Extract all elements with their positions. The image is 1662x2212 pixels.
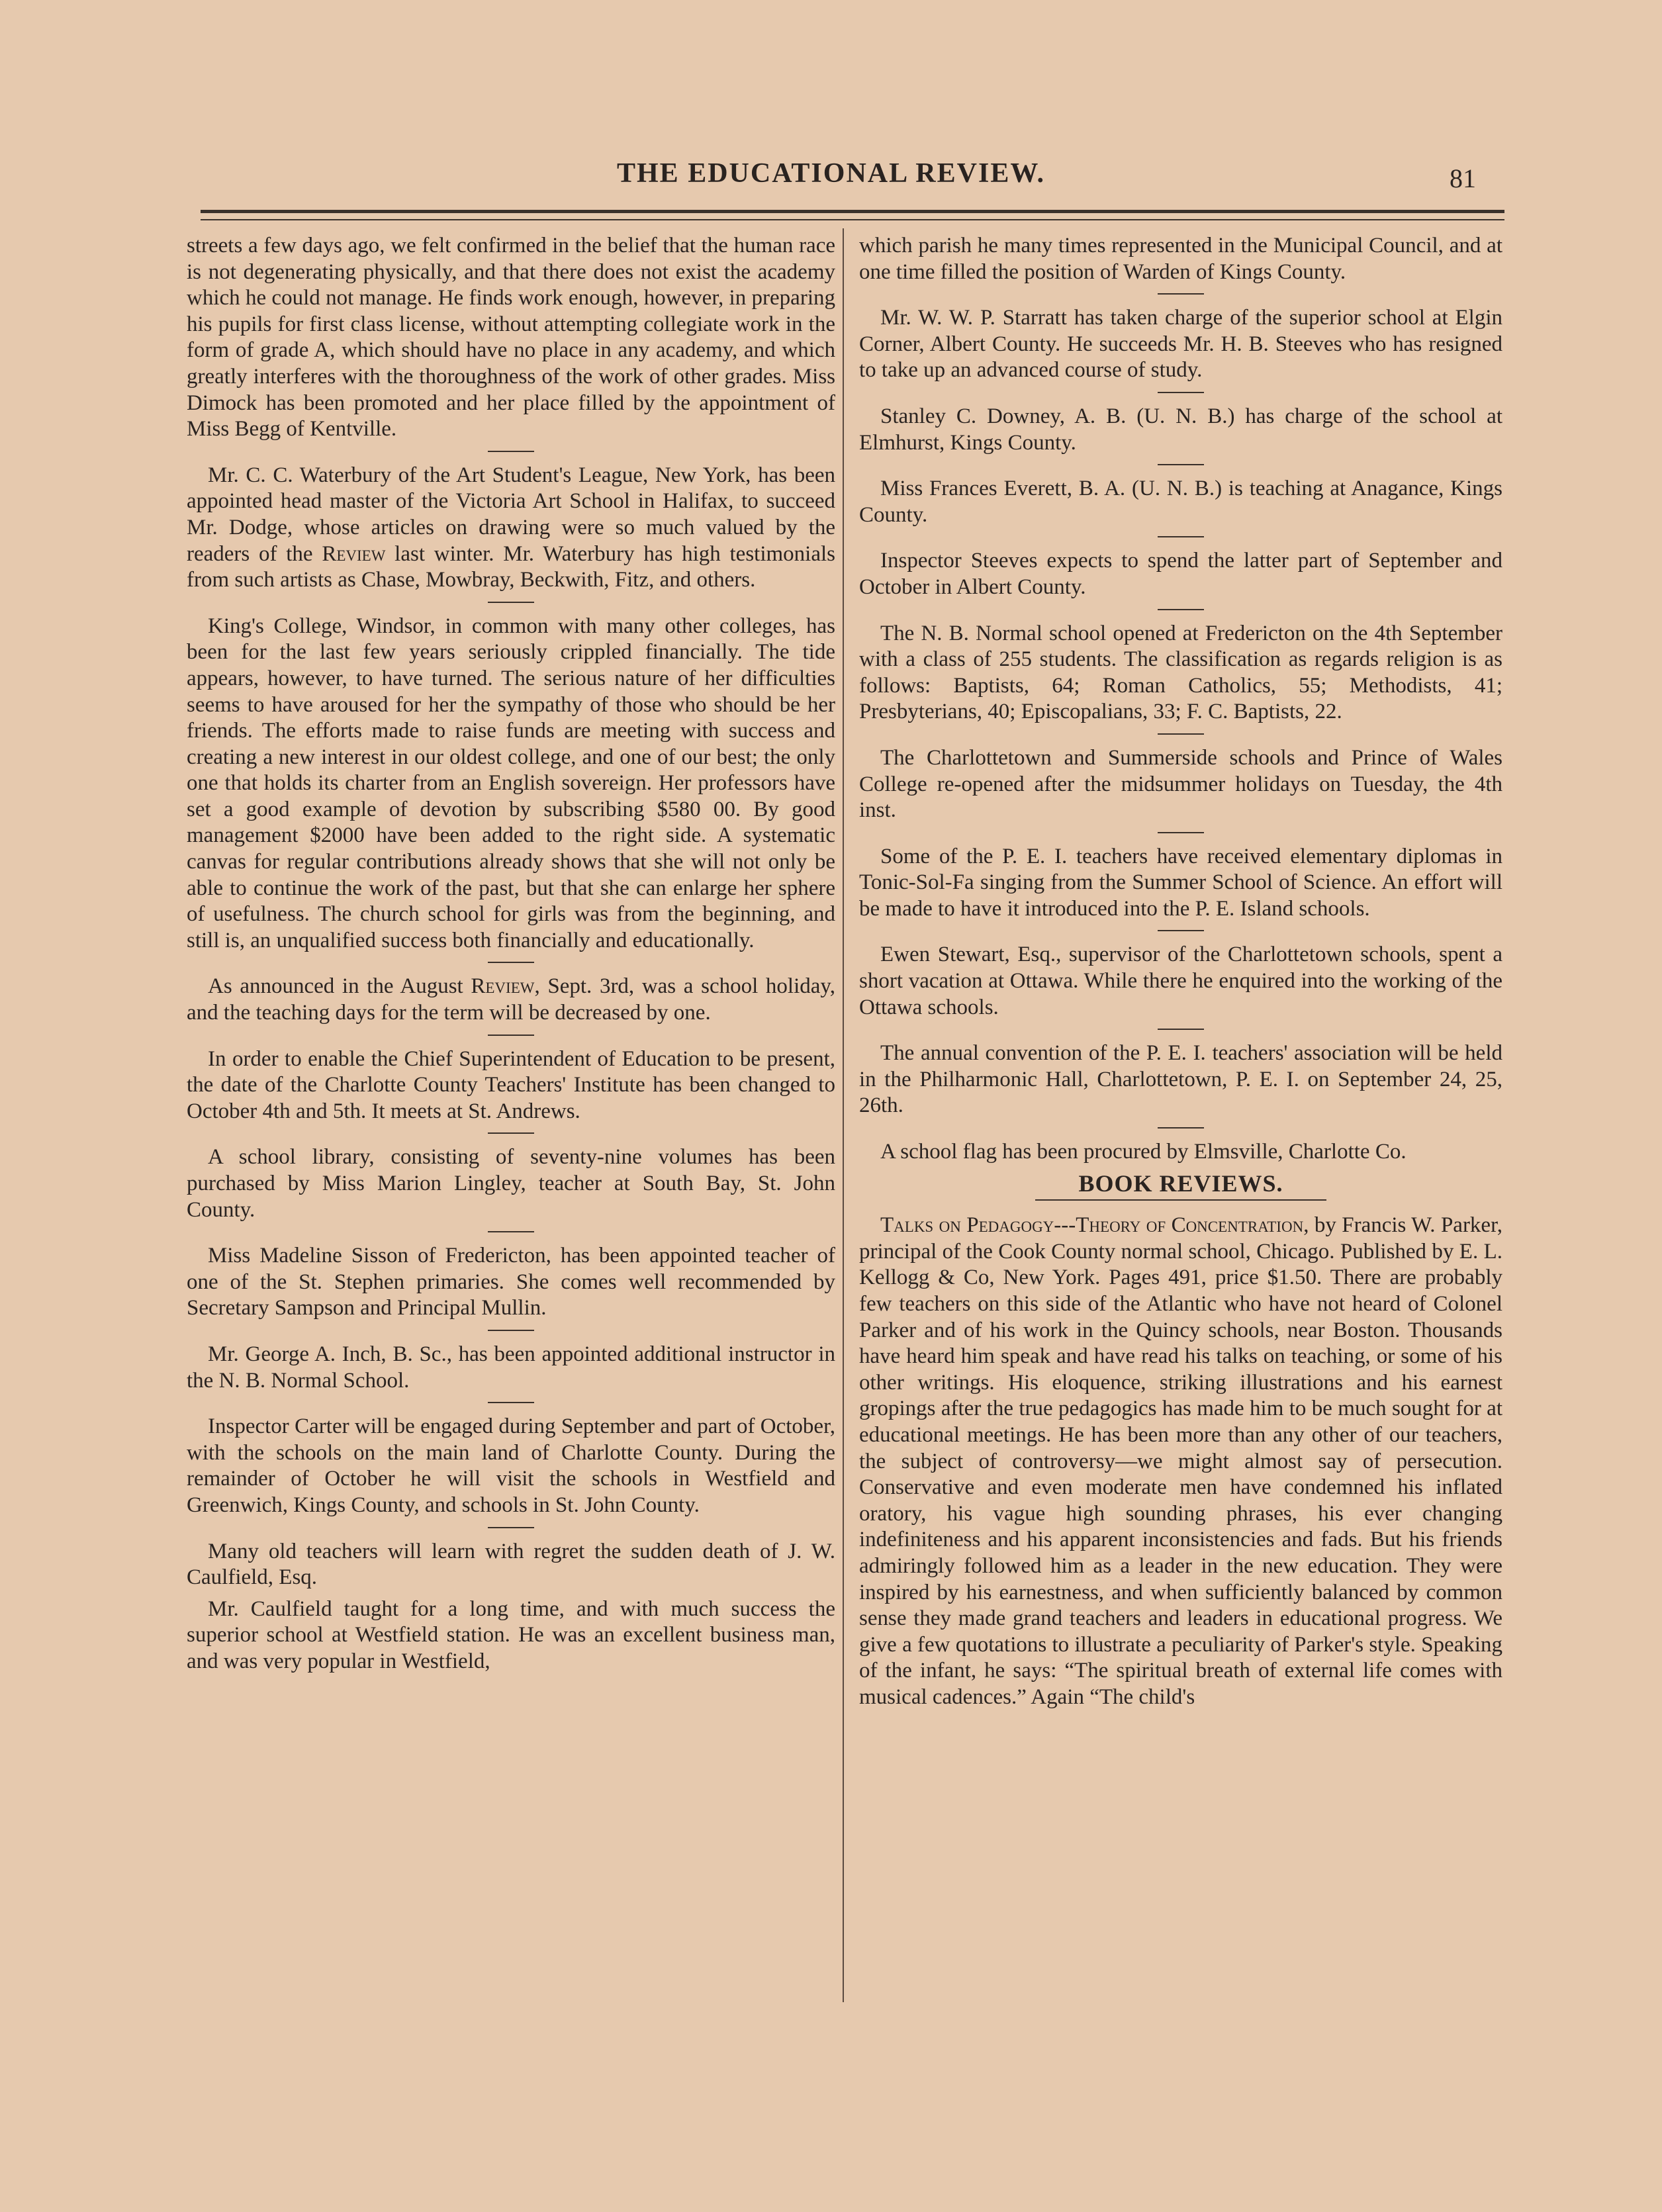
text-span: Mr. C. C. Waterbury of the Art Student's League, New York, has been appointed head master of the Victoria Art School in Halifax, to succeed Mr. Dodge, whose articles on drawing were so much valued by the readers of the	[187, 463, 835, 566]
heading-rule	[1035, 1199, 1326, 1201]
paragraph: Mr. George A. Inch, B. Sc., has been appointed additional instructor in the N. B. Normal School.	[187, 1342, 835, 1393]
separator	[488, 1132, 534, 1134]
review-title: Talks on Pedagogy---Theory of Concentration	[880, 1213, 1304, 1238]
header-rule-thick	[201, 210, 1504, 213]
paragraph: streets a few days ago, we felt confirmed in the belief that the human race is not degenerating physically, and that there does not exist the academy which he could not manage. He finds work enough, however, in preparing his pupils for first class license, without attempting collegiate work in the form of grade A, which should have no place in any academy, and which greatly interferes with the thoroughness of the work of other grades. Miss Dimock has been promoted and her place filled by the appointment of Miss Begg of Kentville.	[187, 234, 835, 441]
paragraph: Miss Madeline Sisson of Fredericton, has been appointed teacher of one of the St. Stephen primaries. She comes well recommended by Secretary Sampson and Principal Mullin.	[187, 1244, 835, 1320]
paragraph: Mr. W. W. P. Starratt has taken charge of the superior school at Elgin Corner, Albert County. He succeeds Mr. H. B. Steeves who has resigned to take up an advanced course of study.	[859, 306, 1502, 383]
separator	[488, 451, 534, 452]
header-rule-thin	[201, 219, 1504, 220]
page-number: 81	[1450, 163, 1476, 193]
paragraph: Inspector Steeves expects to spend the latter part of September and October in Albert County.	[859, 549, 1502, 599]
column-divider	[843, 228, 844, 2002]
separator	[1158, 1127, 1204, 1129]
paragraph: King's College, Windsor, in common with many other colleges, has been for the last few years seriously crippled financially. The tide appears, however, to have turned. The serious nature of her difficulties seems to have aroused for her the sympathy of those who should be her friends. The efforts made to raise funds are meeting with success and creating a new interest in our oldest college, and one of our best; the only one that holds its charter from an English sovereign. Her professors have set a good example of devotion by subscribing $580 00. By good management $2000 have been added to the right side. A systematic canvas for regular contributions already shows that she will not only be able to continue the work of the past, but that she can enlarge her sphere of usefulness. The church school for girls was from the beginning, and still is, an unqualified success both financially and educationally.	[187, 614, 835, 952]
paragraph: Many old teachers will learn with regret the sudden death of J. W. Caulfield, Esq.	[187, 1539, 835, 1590]
paragraph: A school library, consisting of seventy-nine volumes has been purchased by Miss Marion Lingley, teacher at South Bay, St. John County.	[187, 1145, 835, 1222]
paragraph	[187, 974, 835, 1026]
separator	[1158, 733, 1204, 735]
separator	[488, 1402, 534, 1403]
review-text: , by Francis W. Parker, principal of the Cook County normal school, Chicago. Published by E. L. Kellogg & Co, New York. Pages 491, price $1.50. There are probably few teachers on this side of the Atlantic who have not heard of Colonel Parker and of his work in the Quincy schools, near Boston. Thousands have heard him speak and have read his talks on teaching, or some of his other writings. His eloquence, striking illustrations and his earnest gropings after the true pedagogics has made him to be much sought for at educational meetings. He has been more than any other of our teachers, the subject of controversy—we might almost say of persecution. Conservative and even moderate men have condemned his inflated oratory, his vague high sounding phrases, his ever changing indefiniteness and his apparent inconsistencies and fads. But his friends admiringly followed him as a leader in the new education. They were inspired by his earnestness, and when sufficiently balanced by common sense they made grand teachers and leaders in educational progress. We give a few quotations to illustrate a peculiarity of Parker's style. Speaking of the infant, he says: “The spiritual breath of external life comes with musical cadences.” Again “The child's	[859, 1213, 1502, 1709]
separator	[1158, 609, 1204, 610]
paragraph: Miss Frances Everett, B. A. (U. N. B.) is teaching at Anagance, Kings County.	[859, 477, 1502, 527]
separator	[488, 1231, 534, 1232]
separator	[488, 1035, 534, 1036]
book-review-paragraph	[859, 1213, 1502, 1710]
text-span: As announced in the August	[208, 974, 471, 999]
paragraph: The annual convention of the P. E. I. teachers' association will be held in the Philharmonic Hall, Charlottetown, P. E. I. on September 24, 25, 26th.	[859, 1041, 1502, 1118]
review-name: Review	[471, 974, 535, 999]
separator	[1158, 293, 1204, 295]
paragraph	[187, 463, 835, 594]
paragraph: Some of the P. E. I. teachers have received elementary diplomas in Tonic-Sol-Fa singing from the Summer School of Science. An effort will be made to have it introduced into the P. E. Island schools.	[859, 844, 1502, 921]
review-name: Review	[322, 541, 386, 566]
book-reviews-heading: BOOK REVIEWS.	[1078, 1170, 1283, 1197]
right-column	[859, 233, 1502, 1716]
text-span: last winter. Mr. Waterbury has high testimonials from such artists as Chase, Mowbray, Beckwith, Fitz, and others.	[187, 541, 835, 592]
page-title: THE EDUCATIONAL REVIEW.	[617, 158, 1045, 189]
separator	[488, 1527, 534, 1528]
separator	[1158, 392, 1204, 393]
paragraph: which parish he many times represented in the Municipal Council, and at one time filled the position of Warden of Kings County.	[859, 234, 1502, 284]
paragraph: The N. B. Normal school opened at Fredericton on the 4th September with a class of 255 students. The classification as regards religion is as follows: Baptists, 64; Roman Catholics, 55; Methodists, 41; Presbyterians, 40; Episcopalians, 33; F. C. Baptists, 22.	[859, 621, 1502, 724]
paragraph: In order to enable the Chief Superintendent of Education to be present, the date of the Charlotte County Teachers' Institute has been changed to October 4th and 5th. It meets at St. Andrews.	[187, 1046, 835, 1123]
paragraph: Inspector Carter will be engaged during September and part of October, with the schools on the main land of Charlotte County. During the remainder of October he will visit the schools in Westfield and Greenwich, Kings County, and schools in St. John County.	[187, 1414, 835, 1517]
separator	[1158, 536, 1204, 537]
separator	[1158, 1029, 1204, 1030]
paragraph: Mr. Caulfield taught for a long time, and with much success the superior school at Westfield station. He was an excellent business man, and was very popular in Westfield,	[187, 1596, 835, 1673]
paragraph: Stanley C. Downey, A. B. (U. N. B.) has charge of the school at Elmhurst, Kings County.	[859, 404, 1502, 455]
paragraph: A school flag has been procured by Elmsville, Charlotte Co.	[880, 1140, 1407, 1164]
text-span: , Sept. 3rd, was a school holiday, and the teaching days for the term will be decreased by one.	[187, 974, 835, 1025]
separator	[488, 1330, 534, 1331]
separator	[488, 602, 534, 603]
separator	[488, 962, 534, 963]
paragraph: The Charlottetown and Summerside schools and Prince of Wales College re-opened after the midsummer holidays on Tuesday, the 4th inst.	[859, 745, 1502, 823]
left-column	[187, 233, 835, 1681]
separator	[1158, 832, 1204, 833]
separator	[1158, 930, 1204, 931]
paragraph: Ewen Stewart, Esq., supervisor of the Charlottetown schools, spent a short vacation at Ottawa. While there he enquired into the working of the Ottawa schools.	[859, 943, 1502, 1019]
separator	[1158, 464, 1204, 465]
